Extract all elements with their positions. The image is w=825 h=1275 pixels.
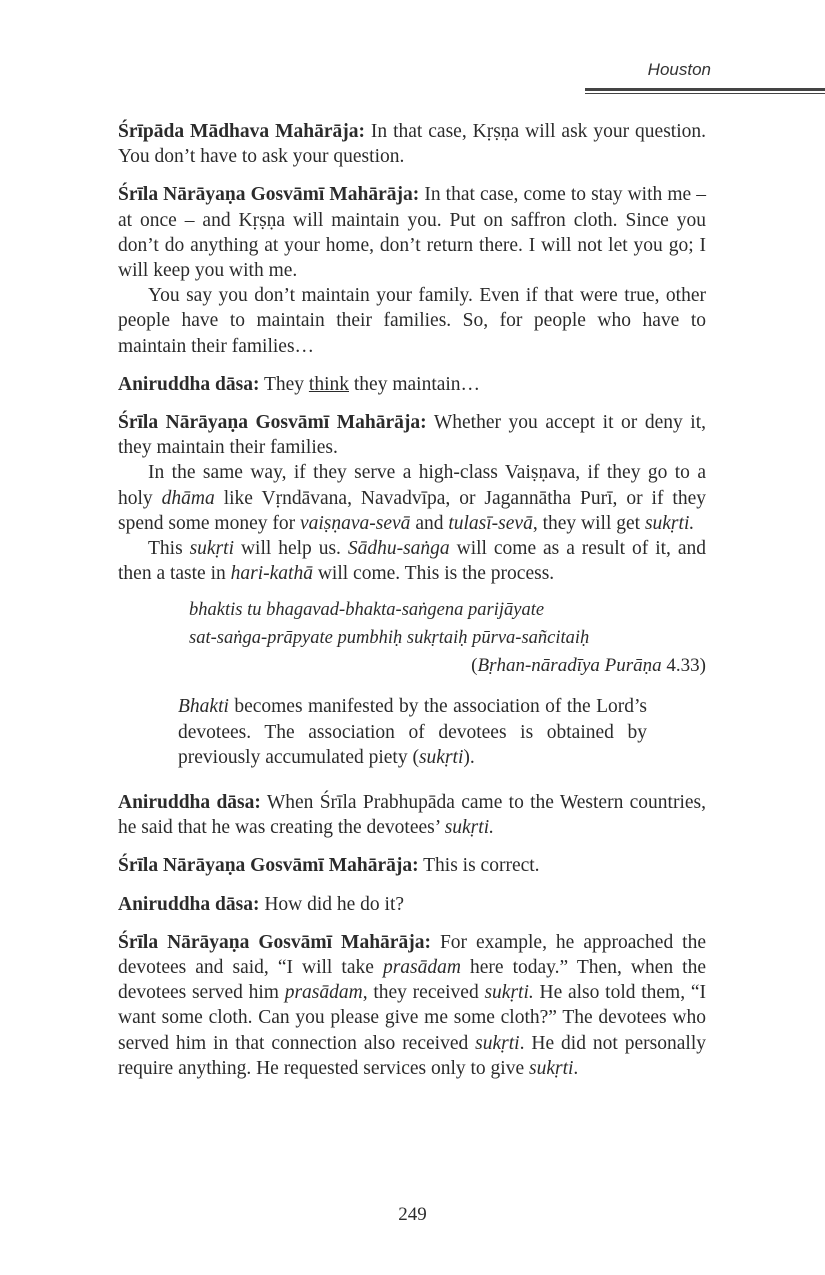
speaker-name: Śrīpāda Mādhava Mahārāja: — [118, 121, 365, 142]
page-number: 249 — [398, 1204, 427, 1225]
paragraph — [118, 536, 706, 586]
paragraph-text: . He did not personally require anything. He requested services only to give — [118, 1032, 706, 1079]
reference-text: 4.33) — [661, 655, 706, 677]
paragraph — [118, 892, 706, 917]
paragraph-text: For example, he approached the devotees and said, “I will take — [118, 931, 707, 979]
italic-term: sukṛti. — [644, 512, 695, 534]
paragraph-text: In that case, come to stay with me – at once – and Kṛṣṇa will maintain you. Put on saffron cloth. Since you don’t do anything at your home, don’t return there. I will not let you go; I will keep you with me. — [118, 184, 706, 282]
paragraph — [118, 182, 706, 283]
italic-term: tulasī-sevā — [448, 512, 533, 534]
paragraph — [118, 460, 706, 536]
reference-text: ( — [471, 655, 478, 677]
header-title: Houston — [647, 60, 711, 79]
paragraph-text: He also told them, “I want some cloth. Can you please give me some cloth?” The devotees who served him in that connection also received — [118, 982, 706, 1054]
verse-line: bhaktis tu bhagavad-bhakta-saṅgena parijāyate — [189, 600, 545, 621]
italic-term: prasādam — [382, 957, 461, 979]
paragraph-text: Whether you accept it or deny it, they maintain their families. — [118, 412, 706, 459]
paragraph-text: When Śrīla Prabhupāda came to the Western countries, he said that he was creating the devotees’ — [118, 792, 706, 839]
paragraph — [118, 410, 706, 460]
paragraph-text: , they will get — [532, 512, 645, 534]
verse-line: sat-saṅga-prāpyate pumbhiḥ sukṛtaiḥ pūrva-sañcitaiḥ — [189, 628, 590, 649]
speaker-name: Aniruddha dāsa: — [118, 373, 260, 395]
italic-term: sukṛti. — [444, 817, 494, 839]
paragraph — [118, 372, 706, 397]
paragraph-text: . — [573, 1057, 579, 1079]
paragraph — [118, 853, 706, 878]
paragraph-text: will help us. — [234, 538, 348, 560]
verse-translation — [178, 694, 647, 770]
paragraph-text: In that case, Kṛṣṇa will ask your question. You don’t have to ask your question. — [118, 121, 706, 168]
paragraph-text: In the same way, if they serve a high-class Vaiṣṇava, if they go to a holy — [118, 462, 706, 509]
italic-term: Sādhu-saṅga — [347, 538, 450, 560]
paragraph-text: , they received — [362, 982, 485, 1004]
verse-reference — [118, 652, 706, 680]
paragraph — [118, 930, 706, 1081]
header-rule-thick — [585, 88, 825, 91]
paragraph-text: You say you don’t maintain your family. Even if that were true, other people have to maintain their families. So, for people who have to maintain their families… — [118, 285, 706, 357]
italic-term: hari-kathā — [230, 563, 313, 585]
paragraph-text: This — [148, 538, 190, 560]
italic-term: sukṛti. — [484, 982, 534, 1004]
translation-text: ). — [463, 746, 475, 768]
speaker-name: Śrīla Nārāyaṇa Gosvāmī Mahārāja: — [118, 184, 420, 206]
italic-term: prasādam — [284, 982, 363, 1004]
header-rule-thin — [585, 93, 825, 94]
reference-source: Bṛhan-nāradīya Purāṇa — [477, 655, 662, 677]
underlined-word: think — [308, 373, 349, 395]
page-body — [118, 119, 706, 1094]
speaker-name: Aniruddha dāsa: — [118, 893, 260, 915]
italic-term: sukṛti — [475, 1032, 520, 1054]
paragraph-text: will come. This is the process. — [312, 563, 555, 585]
paragraph-text: like Vṛndāvana, Navadvīpa, or Jagannātha Purī, or if they spend some money for — [118, 487, 707, 534]
speaker-name: Śrīla Nārāyaṇa Gosvāmī Mahārāja: — [118, 412, 427, 434]
paragraph-text: will come as a result of it, and then a taste in — [118, 538, 706, 585]
paragraph — [118, 790, 706, 840]
sanskrit-verse — [189, 596, 706, 652]
paragraph-text: How did he do it? — [259, 893, 405, 915]
paragraph-text: They — [259, 373, 309, 395]
italic-term: Bhakti — [178, 696, 229, 718]
speaker-name: Aniruddha dāsa: — [118, 792, 261, 814]
paragraph-text: This is correct. — [418, 855, 540, 877]
italic-term: vaiṣṇava-sevā — [299, 512, 411, 534]
italic-term: sukṛti — [529, 1057, 574, 1079]
speaker-name: Śrīla Nārāyaṇa Gosvāmī Mahārāja: — [118, 855, 419, 877]
paragraph — [118, 119, 706, 169]
paragraph-text: they maintain… — [349, 373, 481, 395]
paragraph-text: and — [410, 512, 449, 534]
translation-text: becomes manifested by the association of the Lord’s devotees. The association of devotees is obtained by previously accumulated piety ( — [178, 696, 647, 768]
italic-term: sukṛti — [418, 746, 464, 768]
paragraph — [118, 283, 706, 359]
italic-term: dhāma — [161, 487, 215, 509]
speaker-name: Śrīla Nārāyaṇa Gosvāmī Mahārāja: — [118, 931, 431, 953]
paragraph-text: here today.” Then, when the devotees served him — [118, 957, 706, 1004]
italic-term: sukṛti — [189, 538, 235, 560]
